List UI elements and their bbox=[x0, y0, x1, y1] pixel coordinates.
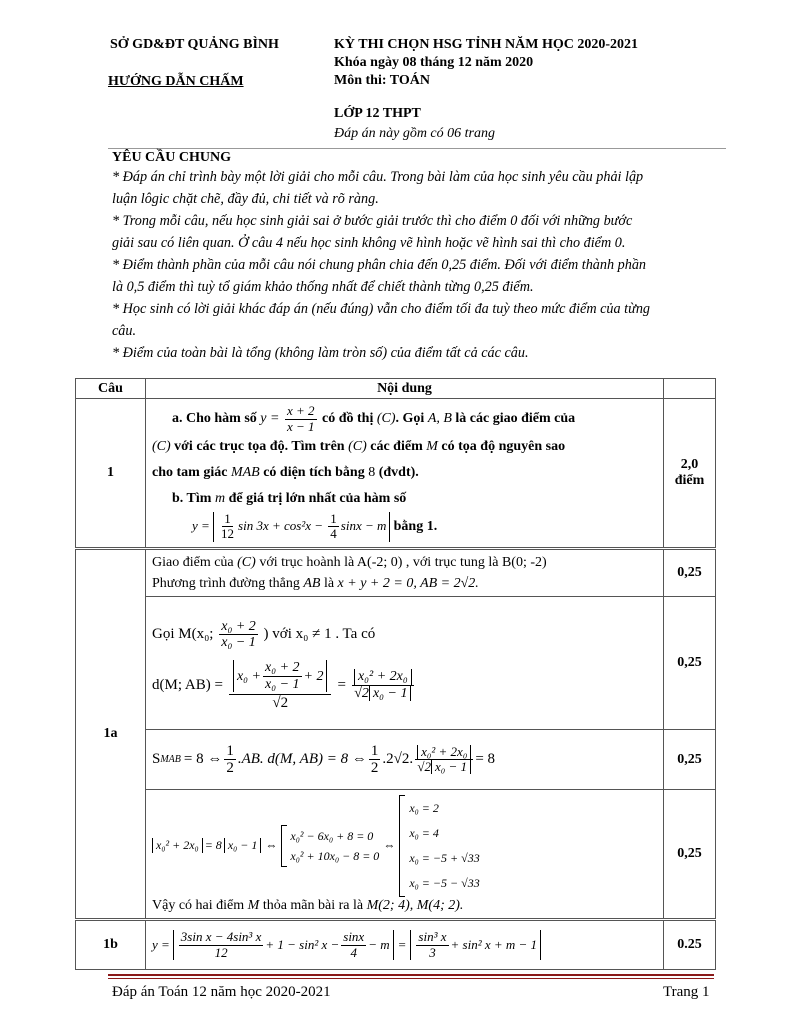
q1a-unit: (đvdt). bbox=[378, 465, 419, 480]
step-text: Vậy có hai điểm bbox=[152, 897, 245, 913]
req-line: * Điểm thành phần của mỗi câu nói chung phân chia đến 0,25 điểm. Đối với điểm thành phần bbox=[112, 257, 647, 273]
solution-step bbox=[146, 920, 664, 970]
general-requirements bbox=[112, 166, 720, 364]
frac-den: x₀ − 1 bbox=[221, 635, 256, 651]
q1b-prefix: b. Tìm bbox=[172, 491, 212, 506]
table-row bbox=[76, 730, 716, 790]
req-line: * Trong mỗi câu, nếu học sinh giải sai ở bước giải trước thì cho điểm 0 đối với những bước bbox=[112, 213, 633, 229]
q1b-text: để giá trị lớn nhất của hàm số bbox=[228, 491, 407, 506]
req-line: giải sau có liên quan. Ở câu 4 nếu học sinh không vẽ hình hoặc vẽ hình sai thì cho điểm 0. bbox=[112, 235, 626, 251]
expr-term: x₀² + 2x₀ bbox=[152, 838, 203, 853]
q1a-text: có diện tích bằng bbox=[263, 465, 365, 480]
q1b-abs-expr bbox=[213, 512, 390, 542]
q1b-term: sin 3x + cos²x − bbox=[238, 517, 324, 533]
step-text: Gọi M(x₀; bbox=[152, 626, 214, 643]
req-line: là 0,5 điểm thì tuỳ tổ giám khảo thống nhất để chiết thành từng 0,25 điểm. bbox=[112, 279, 534, 295]
req-line: câu. bbox=[112, 323, 137, 339]
answer-table bbox=[75, 378, 716, 970]
q1a-points: A, B bbox=[427, 411, 452, 427]
step-text: ) với x₀ ≠ 1 . Ta có bbox=[263, 626, 376, 643]
solution-step bbox=[146, 549, 664, 597]
question-statement bbox=[146, 399, 664, 549]
col-header-score bbox=[664, 379, 716, 399]
exam-title: KỲ THI CHỌN HSG TỈNH NĂM HỌC 2020-2021 bbox=[334, 37, 639, 52]
or-bracket bbox=[281, 825, 287, 867]
part-label: 1b bbox=[76, 920, 146, 970]
distance-label: d(M; AB) = bbox=[152, 676, 223, 693]
step-text: thỏa mãn bài ra là bbox=[262, 897, 364, 913]
q1a-func: y = bbox=[260, 411, 280, 427]
q1a-numerator: x + 2 bbox=[286, 403, 315, 419]
solution: x₀ = 4 bbox=[409, 825, 439, 840]
page-count-note: Đáp án này gồm có 06 trang bbox=[334, 126, 495, 141]
q1a-text: có tọa độ nguyên sao bbox=[441, 439, 566, 454]
iff-symbol: ⇔ bbox=[383, 838, 396, 852]
q1b-term: sinx − m bbox=[340, 517, 387, 533]
footer-page-number: Trang 1 bbox=[663, 984, 710, 1000]
solution-step bbox=[146, 790, 664, 920]
q1a-curve: (C) bbox=[348, 439, 367, 454]
frac-den: 12 bbox=[221, 526, 235, 542]
guide-title: HƯỚNG DẪN CHẤM bbox=[108, 74, 244, 89]
expr-term: = 8 bbox=[204, 838, 222, 852]
table-row bbox=[76, 920, 716, 970]
frac-den: x₀ − 1 bbox=[431, 760, 471, 774]
col-header-question: Câu bbox=[76, 379, 146, 399]
q1a-text: các điểm bbox=[370, 439, 423, 454]
table-row bbox=[76, 399, 716, 549]
frac-den: 2 bbox=[370, 760, 379, 776]
expr-term: + 1 − sin² x − bbox=[265, 937, 340, 952]
score-unit: điểm bbox=[674, 473, 705, 488]
grade-label: LỚP 12 THPT bbox=[334, 106, 421, 121]
q1a-prefix: a. Cho hàm số bbox=[172, 411, 257, 427]
q1b-func: y = bbox=[192, 517, 210, 533]
exam-date: Khóa ngày 08 tháng 12 năm 2020 bbox=[334, 55, 534, 70]
expr-term: = 8 ⇔ bbox=[183, 751, 223, 767]
req-line: * Điểm của toàn bài là tổng (không làm tròn số) của điểm tất cả các câu. bbox=[112, 345, 529, 361]
frac-den: x₀ − 1 bbox=[265, 676, 300, 692]
footer-rule bbox=[108, 974, 714, 976]
question-number: 1 bbox=[76, 399, 146, 549]
iff-symbol: ⇔ bbox=[265, 838, 278, 852]
equals: = bbox=[337, 676, 346, 693]
frac-den: x₀ − 1 bbox=[369, 686, 412, 701]
func-label: y = bbox=[152, 937, 170, 952]
step-score: 0.25 bbox=[664, 920, 716, 970]
step-score: 0,25 bbox=[664, 549, 716, 597]
q1a-text: là các giao điểm của bbox=[455, 411, 576, 427]
table-row bbox=[76, 790, 716, 920]
frac-den: 12 bbox=[214, 944, 228, 960]
score-value: 2,0 bbox=[680, 457, 699, 472]
expr-term: + sin² x + m − 1 bbox=[450, 937, 538, 952]
req-line: * Đáp án chỉ trình bày một lời giải cho mỗi câu. Trong bài làm của học sinh yêu cầu phải lập bbox=[112, 169, 644, 185]
frac-num: 1 bbox=[330, 511, 337, 526]
exam-subject: Môn thi: TOÁN bbox=[334, 73, 430, 88]
line-equation: x + y + 2 = 0, AB = 2√2. bbox=[337, 576, 479, 591]
frac-den: 4 bbox=[350, 944, 357, 960]
q1a-text: cho tam giác bbox=[152, 465, 228, 480]
q1a-curve: (C) bbox=[376, 411, 396, 427]
q1a-fraction bbox=[285, 404, 317, 434]
table-row bbox=[76, 549, 716, 597]
step-text: Giao điểm của bbox=[152, 555, 234, 570]
expr-term: .AB. d(M, AB) = 8 ⇔ bbox=[237, 751, 367, 767]
question-score bbox=[664, 399, 716, 549]
step-text: với trục hoành là A(-2; 0) , với trục tung là B(0; -2) bbox=[259, 555, 547, 570]
req-line: * Học sinh có lời giải khác đáp án (nếu đúng) vẫn cho điểm tối đa tuỳ theo mức điểm của từng bbox=[112, 301, 651, 317]
frac-num: x₀ + 2 bbox=[221, 619, 256, 635]
q1b-param: m bbox=[214, 491, 226, 506]
line-ab: AB bbox=[303, 576, 321, 591]
frac-num: 1 bbox=[370, 742, 379, 759]
expr-term: x₀ − 1 bbox=[224, 838, 262, 853]
point: M bbox=[247, 897, 260, 913]
step-text: là bbox=[323, 576, 335, 591]
frac-den: 4 bbox=[330, 526, 337, 542]
expr-term: x₀ + bbox=[236, 668, 261, 684]
department-name: SỞ GD&ĐT QUẢNG BÌNH bbox=[110, 37, 279, 52]
expr-term: + 2 bbox=[303, 668, 324, 684]
frac-den: √2 bbox=[272, 695, 289, 712]
req-line: luận lôgic chặt chẽ, đầy đủ, chi tiết và rõ ràng. bbox=[112, 191, 379, 207]
general-title: YÊU CẦU CHUNG bbox=[112, 150, 231, 165]
equals: = bbox=[397, 937, 407, 952]
curve: (C) bbox=[237, 555, 256, 570]
expr-term: .2√2. bbox=[382, 751, 414, 767]
frac-den: √2 bbox=[417, 759, 431, 774]
frac-num: sin³ x bbox=[418, 929, 447, 945]
q1a-text: với các trục tọa độ. Tìm trên bbox=[174, 439, 345, 454]
table-header-row bbox=[76, 379, 716, 399]
q1a-area: 8 bbox=[368, 465, 376, 480]
frac-den: √2 bbox=[354, 685, 369, 701]
area-symbol: S bbox=[152, 751, 161, 767]
header-divider bbox=[108, 148, 726, 149]
solution: x₀ = −5 − √33 bbox=[409, 875, 480, 890]
solution: x₀ = −5 + √33 bbox=[409, 850, 480, 865]
q1a-text: có đồ thị bbox=[322, 411, 374, 427]
equation: x₀² + 10x₀ − 8 = 0 bbox=[290, 848, 380, 863]
frac-num: sinx bbox=[343, 929, 365, 945]
solution-step bbox=[146, 597, 664, 730]
table-row bbox=[76, 597, 716, 730]
frac-den: 3 bbox=[429, 944, 436, 960]
expr-term: − m bbox=[368, 937, 390, 952]
or-bracket bbox=[399, 795, 405, 897]
footer-rule bbox=[108, 978, 714, 979]
q1a-text: . Gọi bbox=[395, 411, 425, 427]
footer-left: Đáp án Toán 12 năm học 2020-2021 bbox=[112, 984, 331, 1000]
q1a-triangle: MAB bbox=[230, 465, 260, 480]
frac-num: 1 bbox=[224, 511, 231, 526]
frac-den: 2 bbox=[226, 760, 234, 776]
q1a-denominator: x − 1 bbox=[286, 418, 315, 434]
q1a-point: M bbox=[426, 439, 438, 454]
q1b-text: bằng 1. bbox=[393, 518, 438, 534]
step-score: 0,25 bbox=[664, 597, 716, 730]
frac-num: x₀² + 2x₀ bbox=[354, 669, 412, 684]
area-subscript: MAB bbox=[160, 754, 181, 765]
solution-step bbox=[146, 730, 664, 790]
step-score: 0,25 bbox=[664, 730, 716, 790]
frac-num: 1 bbox=[226, 742, 234, 759]
points-result: M(2; 4), M(4; 2). bbox=[366, 897, 464, 913]
expr-term: = 8 bbox=[475, 751, 496, 767]
part-label: 1a bbox=[76, 549, 146, 920]
equation: x₀² − 6x₀ + 8 = 0 bbox=[290, 828, 374, 843]
frac-num: x₀² + 2x₀ bbox=[417, 745, 471, 759]
solution: x₀ = 2 bbox=[409, 800, 439, 815]
step-score: 0,25 bbox=[664, 790, 716, 920]
frac-num: x₀ + 2 bbox=[265, 660, 300, 676]
frac-num: 3sin x − 4sin³ x bbox=[180, 929, 262, 945]
step-text: Phương trình đường thẳng bbox=[152, 576, 300, 591]
col-header-content: Nội dung bbox=[146, 379, 664, 399]
q1a-curve: (C) bbox=[152, 439, 171, 454]
